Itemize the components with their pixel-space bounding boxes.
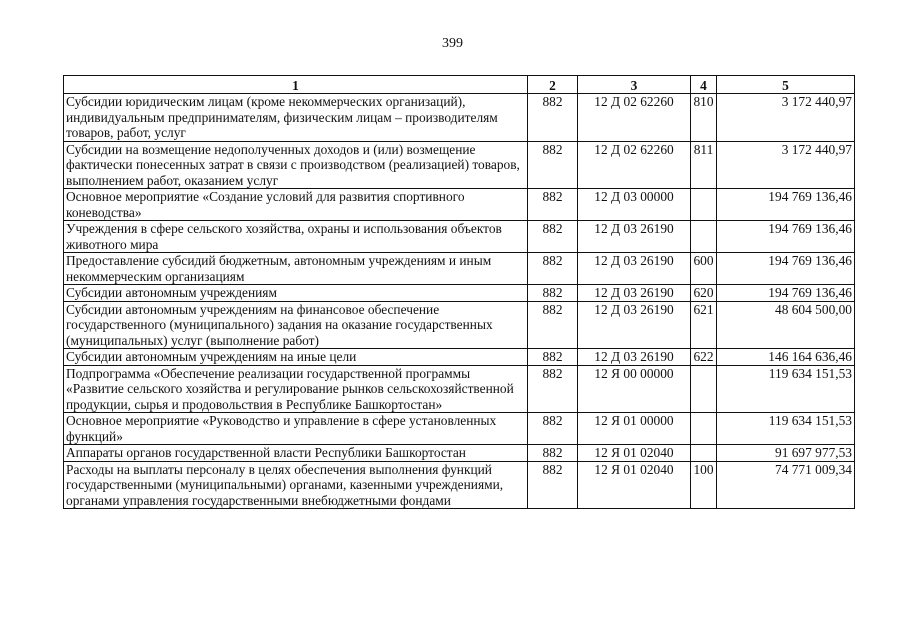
- target-code-cell: 12 Д 02 62260: [578, 94, 691, 142]
- row-name-cell: Субсидии автономным учреждениям на иные цели: [64, 349, 528, 366]
- expense-type-cell: 811: [691, 141, 717, 189]
- row-name-cell: Субсидии автономным учреждениям: [64, 285, 528, 302]
- target-code-cell: 12 Я 00 00000: [578, 365, 691, 413]
- amount-cell: 3 172 440,97: [717, 141, 855, 189]
- target-code-cell: 12 Д 03 26190: [578, 253, 691, 285]
- page-number: 399: [442, 36, 463, 51]
- target-code-cell: 12 Я 01 02040: [578, 461, 691, 509]
- target-code-cell: 12 Д 03 26190: [578, 221, 691, 253]
- amount-cell: 146 164 636,46: [717, 349, 855, 366]
- amount-cell: 194 769 136,46: [717, 285, 855, 302]
- expense-type-cell: [691, 413, 717, 445]
- row-name-cell: Подпрограмма «Обеспечение реализации государственной программы «Развитие сельского хозяйства и регулирование рынков сельскохозяйственной продукции, сырья и продовольствия в Республике Башкортостан»: [64, 365, 528, 413]
- target-code-cell: 12 Д 03 00000: [578, 189, 691, 221]
- table-row: [64, 365, 855, 413]
- admin-code-cell: 882: [528, 365, 578, 413]
- table-row: [64, 189, 855, 221]
- amount-cell: 194 769 136,46: [717, 221, 855, 253]
- expense-type-cell: [691, 445, 717, 462]
- table-row: [64, 94, 855, 142]
- expense-type-cell: [691, 365, 717, 413]
- admin-code-cell: 882: [528, 461, 578, 509]
- table-row: [64, 349, 855, 366]
- amount-cell: 194 769 136,46: [717, 189, 855, 221]
- expense-type-cell: [691, 189, 717, 221]
- table-row: [64, 301, 855, 349]
- amount-cell: 119 634 151,53: [717, 413, 855, 445]
- expense-type-cell: [691, 221, 717, 253]
- target-code-cell: 12 Я 01 02040: [578, 445, 691, 462]
- target-code-cell: 12 Д 03 26190: [578, 285, 691, 302]
- table-row: [64, 141, 855, 189]
- header-col-3: 3: [578, 76, 691, 94]
- target-code-cell: 12 Я 01 00000: [578, 413, 691, 445]
- expense-type-cell: 621: [691, 301, 717, 349]
- expense-type-cell: 600: [691, 253, 717, 285]
- expense-type-cell: 100: [691, 461, 717, 509]
- amount-cell: 48 604 500,00: [717, 301, 855, 349]
- header-col-5: 5: [717, 76, 855, 94]
- amount-cell: 3 172 440,97: [717, 94, 855, 142]
- row-name-cell: Предоставление субсидий бюджетным, автономным учреждениям и иным некоммерческим организациям: [64, 253, 528, 285]
- row-name-cell: Основное мероприятие «Руководство и управление в сфере установленных функций»: [64, 413, 528, 445]
- table-row: [64, 413, 855, 445]
- header-col-1: 1: [64, 76, 528, 94]
- table-row: [64, 221, 855, 253]
- admin-code-cell: 882: [528, 94, 578, 142]
- expense-type-cell: 810: [691, 94, 717, 142]
- amount-cell: 194 769 136,46: [717, 253, 855, 285]
- admin-code-cell: 882: [528, 221, 578, 253]
- table-row: [64, 461, 855, 509]
- admin-code-cell: 882: [528, 189, 578, 221]
- table-row: [64, 285, 855, 302]
- table-body: [64, 94, 855, 509]
- header-col-2: 2: [528, 76, 578, 94]
- admin-code-cell: 882: [528, 445, 578, 462]
- budget-table: [63, 75, 855, 509]
- amount-cell: 119 634 151,53: [717, 365, 855, 413]
- amount-cell: 91 697 977,53: [717, 445, 855, 462]
- header-col-4: 4: [691, 76, 717, 94]
- admin-code-cell: 882: [528, 253, 578, 285]
- row-name-cell: Аппараты органов государственной власти Республики Башкортостан: [64, 445, 528, 462]
- row-name-cell: Субсидии юридическим лицам (кроме некоммерческих организаций), индивидуальным предпринимателям, физическим лицам – производителям товаров, работ, услуг: [64, 94, 528, 142]
- header-row: [64, 76, 855, 94]
- row-name-cell: Основное мероприятие «Создание условий для развития спортивного коневодства»: [64, 189, 528, 221]
- expense-type-cell: 622: [691, 349, 717, 366]
- amount-cell: 74 771 009,34: [717, 461, 855, 509]
- expense-type-cell: 620: [691, 285, 717, 302]
- table-row: [64, 445, 855, 462]
- admin-code-cell: 882: [528, 285, 578, 302]
- target-code-cell: 12 Д 02 62260: [578, 141, 691, 189]
- admin-code-cell: 882: [528, 141, 578, 189]
- table-row: [64, 253, 855, 285]
- row-name-cell: Учреждения в сфере сельского хозяйства, охраны и использования объектов животного мира: [64, 221, 528, 253]
- admin-code-cell: 882: [528, 413, 578, 445]
- admin-code-cell: 882: [528, 349, 578, 366]
- row-name-cell: Расходы на выплаты персоналу в целях обеспечения выполнения функций государственными (муниципальными) органами, казенными учреждениями, органами управления государственными внебюджетными фондами: [64, 461, 528, 509]
- target-code-cell: 12 Д 03 26190: [578, 301, 691, 349]
- row-name-cell: Субсидии на возмещение недополученных доходов и (или) возмещение фактически понесенных затрат в связи с производством (реализацией) товаров, выполнением работ, оказанием услуг: [64, 141, 528, 189]
- row-name-cell: Субсидии автономным учреждениям на финансовое обеспечение государственного (муниципального) задания на оказание государственных (муниципальных) услуг (выполнение работ): [64, 301, 528, 349]
- target-code-cell: 12 Д 03 26190: [578, 349, 691, 366]
- admin-code-cell: 882: [528, 301, 578, 349]
